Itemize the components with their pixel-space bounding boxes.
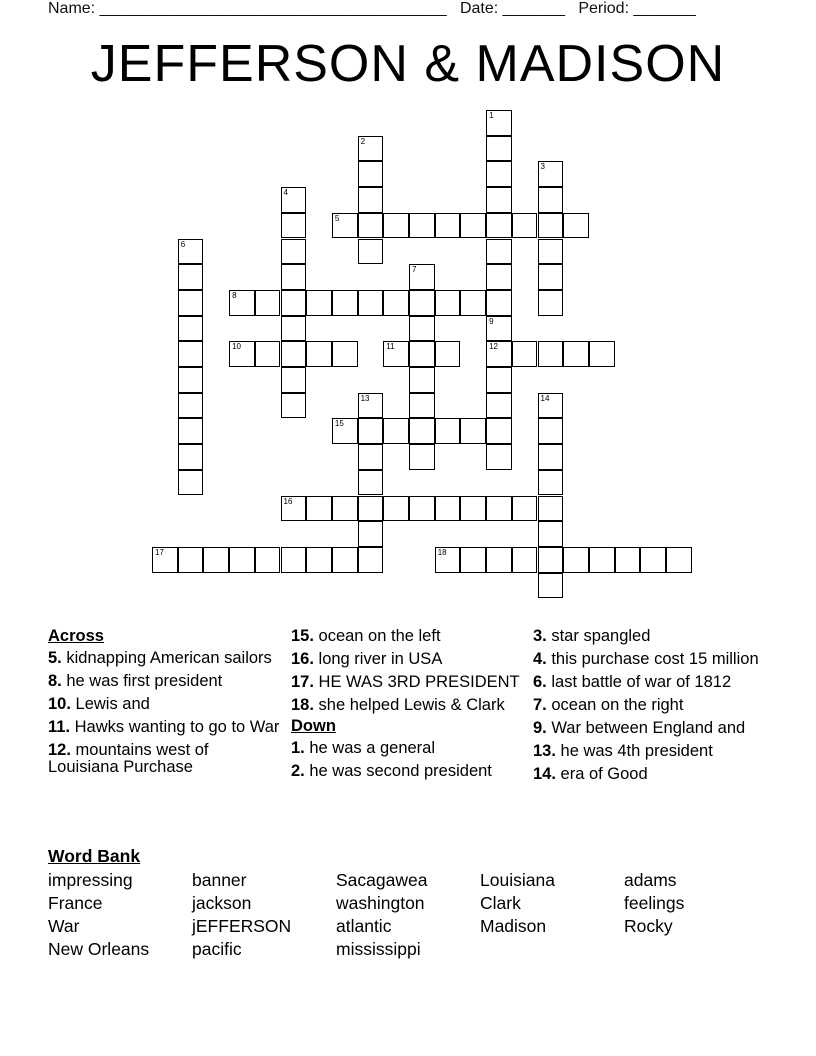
crossword-cell[interactable]	[486, 418, 512, 444]
clue-text: ocean on the left	[313, 627, 441, 645]
word-bank-word: Rocky	[624, 916, 673, 936]
word-bank-word: feelings	[624, 893, 685, 913]
clue-text: kidnapping American sailors	[61, 649, 272, 667]
clue-text: this purchase cost 15 million	[546, 650, 759, 668]
date-label: Date:	[459, 0, 499, 17]
clue-item	[291, 763, 523, 780]
crossword-cell[interactable]	[178, 264, 204, 290]
clue-item	[533, 743, 773, 760]
crossword-cell[interactable]	[281, 290, 307, 316]
crossword-cell[interactable]	[178, 444, 204, 470]
word-bank-grid	[48, 870, 768, 960]
crossword-cell[interactable]	[358, 521, 384, 547]
crossword-cell[interactable]	[486, 496, 512, 522]
clue-number: 3	[540, 162, 545, 172]
crossword-cell[interactable]	[486, 316, 512, 342]
crossword-cell[interactable]	[178, 470, 204, 496]
crossword-cell[interactable]	[486, 393, 512, 419]
page-title: JEFFERSON & MADISON	[90, 35, 726, 93]
period-line: _______	[633, 0, 696, 17]
clue-item	[48, 673, 280, 690]
crossword-cell[interactable]	[486, 110, 512, 136]
crossword-cell[interactable]	[281, 393, 307, 419]
down-heading: Down	[291, 717, 336, 735]
crossword-cell[interactable]	[460, 290, 486, 316]
word-bank-word: Madison	[480, 916, 547, 936]
clue-text: HE WAS 3RD PRESIDENT	[313, 673, 520, 691]
name-line: _______________________________________	[99, 0, 447, 17]
crossword-cell[interactable]	[281, 187, 307, 213]
clue-number: 3.	[533, 627, 547, 645]
clue-number: 13	[360, 393, 370, 403]
crossword-cell[interactable]	[332, 496, 358, 522]
crossword-cell[interactable]	[229, 290, 255, 316]
word-bank-word: France	[48, 893, 103, 913]
clue-text: he was first president	[61, 672, 223, 690]
clue-number: 13.	[533, 742, 556, 760]
crossword-cell[interactable]	[332, 547, 358, 573]
crossword-cell[interactable]	[486, 187, 512, 213]
crossword-cell[interactable]	[358, 470, 384, 496]
word-bank-word: washington	[336, 893, 425, 913]
clue-number: 7	[412, 265, 417, 275]
crossword-cell[interactable]	[383, 341, 409, 367]
crossword-cell[interactable]	[435, 496, 461, 522]
clues-column-2	[291, 628, 523, 786]
clue-text: Lewis and	[70, 695, 150, 713]
clue-number: 16	[283, 496, 293, 506]
clue-item	[533, 651, 773, 668]
crossword-cell[interactable]	[409, 367, 435, 393]
crossword-cell[interactable]	[563, 341, 589, 367]
clue-text: he was 4th president	[555, 742, 713, 760]
clue-text: last battle of war of 1812	[546, 673, 732, 691]
crossword-cell[interactable]	[358, 496, 384, 522]
crossword-cell[interactable]	[538, 290, 564, 316]
crossword-cell[interactable]	[255, 341, 281, 367]
clue-text: he was second president	[304, 762, 492, 780]
word-bank-word: impressing	[48, 870, 133, 890]
crossword-cell[interactable]	[538, 393, 564, 419]
crossword-cell[interactable]	[435, 213, 461, 239]
crossword-cell[interactable]	[281, 367, 307, 393]
crossword-cell[interactable]	[332, 290, 358, 316]
clue-number: 11.	[48, 718, 71, 736]
crossword-cell[interactable]	[563, 547, 589, 573]
clue-number: 8	[232, 290, 237, 300]
down-clue-list-a	[291, 740, 523, 780]
clue-item	[48, 696, 280, 713]
word-bank-word: War	[48, 916, 80, 936]
crossword-cell[interactable]	[563, 213, 589, 239]
across-clue-list-b	[291, 628, 523, 714]
clue-item	[291, 697, 523, 714]
crossword-cell[interactable]	[640, 547, 666, 573]
crossword-cell[interactable]	[538, 521, 564, 547]
word-bank-word: mississippi	[336, 939, 421, 959]
crossword-cell[interactable]	[332, 418, 358, 444]
word-bank-word: jackson	[192, 893, 252, 913]
crossword-cell[interactable]	[281, 496, 307, 522]
crossword-cell[interactable]	[358, 213, 384, 239]
crossword-cell[interactable]	[178, 290, 204, 316]
crossword-cell[interactable]	[178, 316, 204, 342]
crossword-cell[interactable]	[281, 239, 307, 265]
crossword-cell[interactable]	[409, 290, 435, 316]
clue-number: 15.	[291, 627, 314, 645]
clue-item	[291, 651, 523, 668]
crossword-cell[interactable]	[538, 213, 564, 239]
crossword-cell[interactable]	[666, 547, 692, 573]
crossword-cell[interactable]	[538, 496, 564, 522]
crossword-cell[interactable]	[538, 187, 564, 213]
crossword-cell[interactable]	[383, 213, 409, 239]
crossword-cell[interactable]	[281, 547, 307, 573]
period-label: Period:	[578, 0, 630, 17]
crossword-cell[interactable]	[178, 547, 204, 573]
clue-item	[48, 650, 280, 667]
clue-text: he was a general	[304, 739, 436, 757]
clue-number: 2.	[291, 762, 305, 780]
crossword-cell[interactable]	[486, 341, 512, 367]
crossword-cell[interactable]	[281, 341, 307, 367]
crossword-cell[interactable]	[486, 290, 512, 316]
crossword-cell[interactable]	[538, 161, 564, 187]
crossword-cell[interactable]	[538, 470, 564, 496]
clue-number: 17.	[291, 673, 314, 691]
crossword-cell[interactable]	[512, 496, 538, 522]
across-clue-list-a	[48, 650, 280, 776]
crossword-cell[interactable]	[306, 290, 332, 316]
crossword-cell[interactable]	[255, 547, 281, 573]
crossword-cell[interactable]	[460, 418, 486, 444]
crossword-cell[interactable]	[358, 393, 384, 419]
word-bank-word: atlantic	[336, 916, 392, 936]
clue-text: star spangled	[546, 627, 651, 645]
clue-item	[48, 742, 280, 776]
crossword-cell[interactable]	[435, 341, 461, 367]
clue-number: 18	[437, 547, 447, 557]
crossword-cell[interactable]	[281, 316, 307, 342]
clue-number: 8.	[48, 672, 62, 690]
clue-number: 11	[386, 342, 395, 352]
date-line: _______	[502, 0, 565, 17]
word-bank-word: banner	[192, 870, 247, 890]
crossword-cell[interactable]	[486, 161, 512, 187]
crossword-cell[interactable]	[409, 316, 435, 342]
clues-column-1	[48, 628, 280, 782]
clue-text: ocean on the right	[546, 696, 684, 714]
clue-number: 10.	[48, 695, 71, 713]
clue-number: 18.	[291, 696, 314, 714]
crossword-cell[interactable]	[358, 418, 384, 444]
crossword-cell[interactable]	[538, 547, 564, 573]
crossword-cell[interactable]	[409, 418, 435, 444]
crossword-cell[interactable]	[460, 547, 486, 573]
crossword-cell[interactable]	[486, 213, 512, 239]
crossword-cell[interactable]	[383, 418, 409, 444]
clue-item	[291, 674, 523, 691]
word-bank-word: adams	[624, 870, 677, 890]
crossword-cell[interactable]	[486, 367, 512, 393]
crossword-cell[interactable]	[281, 264, 307, 290]
clue-number: 6.	[533, 673, 547, 691]
crossword-cell[interactable]	[178, 239, 204, 265]
clue-number: 1.	[291, 739, 305, 757]
crossword-cell[interactable]	[358, 161, 384, 187]
crossword-cell[interactable]	[409, 496, 435, 522]
word-bank-word: New Orleans	[48, 939, 150, 959]
crossword-cell[interactable]	[538, 418, 564, 444]
clue-text: mountains west of Louisiana Purchase	[48, 741, 209, 776]
word-bank-word: Louisiana	[480, 870, 555, 890]
clue-number: 9	[489, 316, 494, 326]
crossword-cell[interactable]	[538, 444, 564, 470]
crossword-cell[interactable]	[538, 239, 564, 265]
crossword-cell[interactable]	[538, 341, 564, 367]
crossword-cell[interactable]	[383, 290, 409, 316]
crossword-cell[interactable]	[538, 573, 564, 599]
clues-column-3	[533, 628, 773, 789]
crossword-cell[interactable]	[358, 239, 384, 265]
crossword-cell[interactable]	[460, 496, 486, 522]
crossword-cell[interactable]	[538, 264, 564, 290]
crossword-cell[interactable]	[332, 213, 358, 239]
crossword-cell[interactable]	[383, 496, 409, 522]
clue-text: she helped Lewis & Clark	[313, 696, 505, 714]
word-bank-word: Clark	[480, 893, 521, 913]
crossword-cell[interactable]	[435, 418, 461, 444]
crossword-cell[interactable]	[306, 496, 332, 522]
crossword-cell[interactable]	[409, 213, 435, 239]
clue-item	[291, 740, 523, 757]
across-heading: Across	[48, 627, 104, 645]
crossword-cell[interactable]	[229, 341, 255, 367]
crossword-cell[interactable]	[486, 444, 512, 470]
crossword-cell[interactable]	[358, 187, 384, 213]
clue-item	[533, 697, 773, 714]
clue-number: 5.	[48, 649, 62, 667]
crossword-cell[interactable]	[178, 341, 204, 367]
crossword-cell[interactable]	[358, 444, 384, 470]
crossword-cell[interactable]	[306, 547, 332, 573]
word-bank-word: Sacagawea	[336, 870, 428, 890]
crossword-cell[interactable]	[178, 393, 204, 419]
crossword-cell[interactable]	[203, 547, 229, 573]
crossword-cell[interactable]	[229, 547, 255, 573]
clue-item	[533, 766, 773, 783]
crossword-cell[interactable]	[306, 341, 332, 367]
crossword-cell[interactable]	[358, 290, 384, 316]
crossword-cell[interactable]	[281, 213, 307, 239]
word-bank	[48, 846, 768, 960]
crossword-cell[interactable]	[512, 341, 538, 367]
crossword-cell[interactable]	[460, 213, 486, 239]
crossword-cell[interactable]	[486, 239, 512, 265]
clue-number: 2	[360, 136, 366, 146]
crossword-cell[interactable]	[409, 341, 435, 367]
crossword-cell[interactable]	[409, 393, 435, 419]
crossword-cell[interactable]	[358, 547, 384, 573]
clue-item	[533, 720, 773, 737]
crossword-cell[interactable]	[486, 264, 512, 290]
clue-number: 10	[232, 342, 241, 352]
clue-number: 4.	[533, 650, 547, 668]
crossword-cell[interactable]	[589, 341, 615, 367]
crossword-cell[interactable]	[512, 547, 538, 573]
word-bank-title: Word Bank	[48, 846, 141, 866]
clue-number: 4	[283, 188, 288, 198]
crossword-cell[interactable]	[435, 290, 461, 316]
clue-text: long river in USA	[313, 650, 443, 668]
clue-number: 17	[155, 547, 164, 557]
clue-item	[291, 628, 523, 645]
clue-number: 14	[540, 393, 550, 403]
clue-item	[533, 628, 773, 645]
crossword-cell[interactable]	[486, 547, 512, 573]
clue-number: 1	[489, 111, 494, 120]
down-clue-list-b	[533, 628, 773, 783]
clue-item	[533, 674, 773, 691]
clue-number: 12	[489, 342, 498, 352]
clue-text: War between England and	[546, 719, 746, 737]
crossword-cell[interactable]	[615, 547, 641, 573]
clue-number: 15	[334, 419, 344, 429]
crossword-cell[interactable]	[332, 341, 358, 367]
crossword-cell[interactable]	[178, 367, 204, 393]
crossword-cell[interactable]	[152, 547, 178, 573]
clue-number: 6	[180, 239, 186, 249]
clue-number: 14.	[533, 765, 556, 783]
word-bank-word: jEFFERSON	[192, 916, 292, 936]
clue-item	[48, 719, 280, 736]
crossword-cell[interactable]	[409, 264, 435, 290]
crossword-cell[interactable]	[486, 136, 512, 162]
clue-number: 7.	[533, 696, 547, 714]
crossword-cell[interactable]	[512, 213, 538, 239]
clue-number: 9.	[533, 719, 547, 737]
crossword-cell[interactable]	[358, 136, 384, 162]
crossword-cell[interactable]	[255, 290, 281, 316]
name-label: Name:	[48, 0, 96, 17]
clue-number: 16.	[291, 650, 314, 668]
clue-text: Hawks wanting to go to War	[70, 718, 280, 736]
word-bank-word: pacific	[192, 939, 242, 959]
crossword-cell[interactable]	[435, 547, 461, 573]
crossword-cell[interactable]	[178, 418, 204, 444]
crossword-cell[interactable]	[409, 444, 435, 470]
clue-text: era of Good	[555, 765, 648, 783]
clue-number: 5	[334, 213, 340, 223]
crossword-cell[interactable]	[589, 547, 615, 573]
clue-number: 12.	[48, 741, 71, 759]
